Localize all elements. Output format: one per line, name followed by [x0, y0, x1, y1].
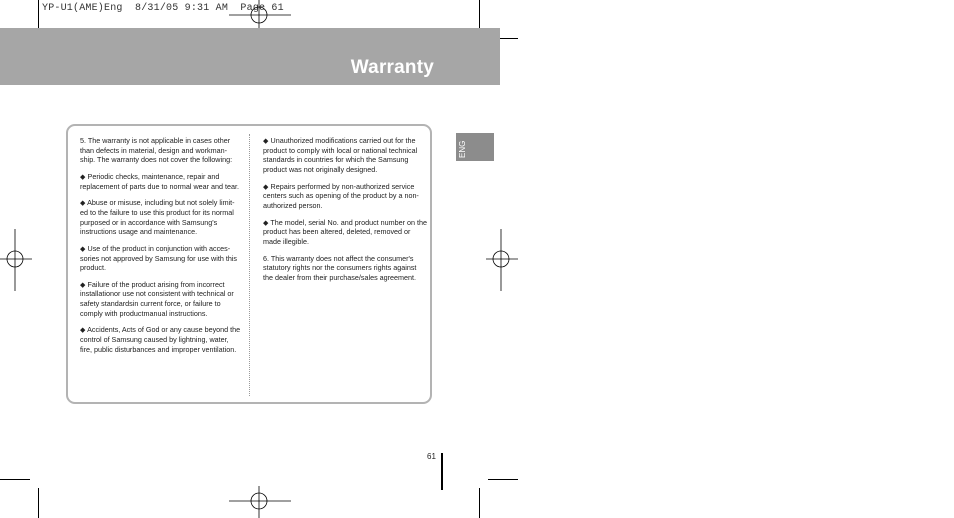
crop-mark — [479, 0, 480, 30]
registration-mark-bottom — [229, 486, 291, 518]
title-rule — [441, 90, 443, 109]
registration-mark-right — [486, 229, 518, 291]
language-tab-label: ENG — [458, 140, 467, 158]
paragraph: ◆ Unauthorized modifications carried out for the product to comply with local or national technical standards in countries for which the Samsung product was not originally designed. — [263, 136, 418, 174]
title-bar — [0, 28, 500, 85]
registration-mark-left — [0, 229, 32, 291]
paragraph: ◆ The model, serial No. and product number on the product has been altered, deleted, removed or made illegible. — [263, 217, 428, 246]
column-divider — [249, 134, 250, 396]
paragraph: ◆ Abuse or misuse, including but not solely limit-ed to the failure to use this product for its normal purposed or in accordance with Samsung's instructions usage and maintenance. — [80, 198, 235, 237]
paragraph: ◆ Repairs performed by non-authorized service centers such as opening of the product by a non-authorized person. — [263, 181, 419, 210]
page-title: Warranty — [350, 57, 434, 78]
print-slug: YP-U1(AME)Eng 8/31/05 9:31 AM Page 61 — [42, 3, 284, 14]
right-column — [263, 136, 427, 289]
paragraph: 6. This warranty does not affect the consumer's statutory rights nor the consumers rights against the dealer from their purchase/sales agreement. — [263, 253, 417, 282]
page-number: 61 — [427, 452, 436, 461]
left-column — [80, 136, 242, 361]
paragraph: ◆ Accidents, Acts of God or any cause beyond the control of Samsung caused by lightning, water, fire, public disturbances and improper ventilation. — [80, 325, 241, 354]
paragraph: ◆ Periodic checks, maintenance, repair and replacement of parts due to normal wear and tear. — [80, 171, 240, 191]
crop-mark — [479, 488, 480, 518]
crop-mark — [38, 0, 39, 30]
registration-mark-top — [229, 0, 291, 30]
paragraph: 5. The warranty is not applicable in cases other than defects in material, design and workman-ship. The warranty does not cover the following: — [80, 136, 233, 165]
paragraph: ◆ Failure of the product arising from incorrect installationor use not consistent with technical or safety standardsin current force, or failure to comply with productmanual instructions. — [80, 279, 234, 318]
crop-mark — [0, 479, 30, 480]
crop-mark — [488, 479, 518, 480]
paragraph: ◆ Use of the product in conjunction with acces-sories not approved by Samsung for use with this product. — [80, 243, 238, 273]
crop-mark — [38, 488, 39, 518]
page-rule — [441, 453, 443, 490]
